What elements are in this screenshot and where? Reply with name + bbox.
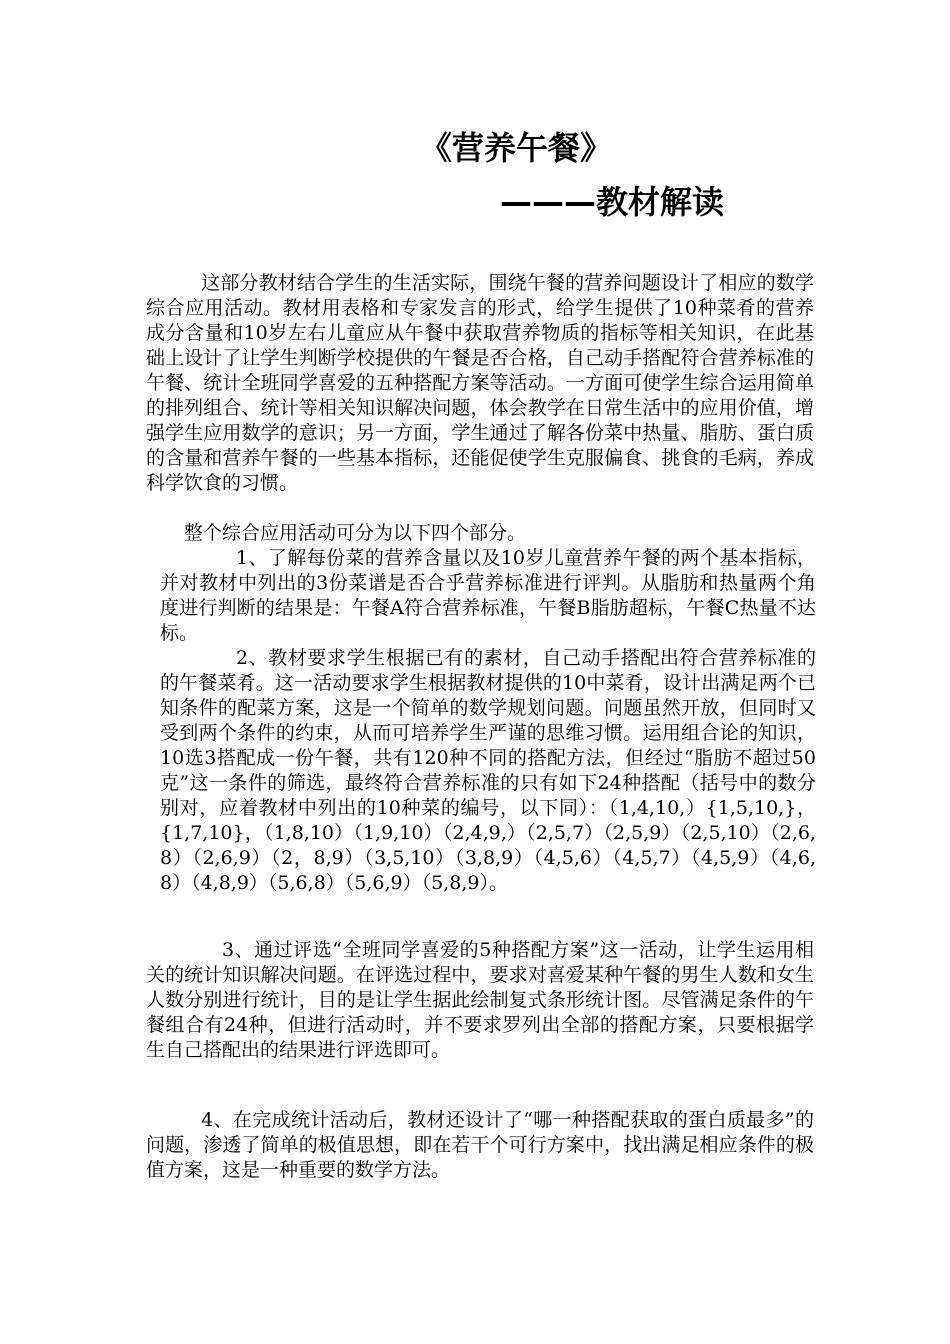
part-3-paragraph: 3、通过评选“全班同学喜爱的5种搭配方案”这一活动，让学生运用相关的统计知识解决问题。在评选过程中，要求对喜爱某种午餐的男生人数和女生人数分别进行统计，目的是让学生据此绘制复式条形统计图。尽管满足条件的午餐组合有24种，但进行活动时，并不要求罗列出全部的搭配方案，只要根据学生自己搭配出的结果进行评选即可。 [146, 939, 814, 1061]
overview-paragraph: 整个综合应用活动可分为以下四个部分。 [184, 522, 527, 544]
part-1-paragraph: 1、了解每份菜的营养含量以及10岁儿童营养午餐的两个基本指标，并对教材中列出的3份菜谱是否合乎营养标准进行评判。从脂肪和热量两个角度进行判断的结果是：午餐A符合营养标准，午餐B脂肪超标，午餐C热量不达标。 [160, 547, 816, 644]
part-2-paragraph: 2、教材要求学生根据已有的素材，自己动手搭配出符合营养标准的的午餐菜肴。这一活动要求学生根据教材提供的10中菜肴，设计出满足两个已知条件的配菜方案，这是一个简单的数学规划问题。问题虽然开放，但同时又受到两个条件的约束，从而可培养学生严谨的思维习惯。运用组合论的知识，10选3搭配成一份午餐，共有120种不同的搭配方法，但经过“脂肪不超过50克”这一条件的筛选，最终符合营养标准的只有如下24种搭配（括号中的数分别对，应着教材中列出的10种菜的编号，以下同）：（1,4,10,）{1,5,10,}，{1,7,10}，（1,8,10）（1,9,10）（2,4,9,）（2,5,7）（2,5,9）（2,5,10）（2,6,8）（2,6,9）（2，8,9）（3,5,10）（3,8,9）（4,5,6）（4,5,7）（4,5,9）（4,6,8）（4,8,9）（5,6,8）（5,6,9）（5,8,9）。 [160, 647, 816, 894]
intro-paragraph: 这部分教材结合学生的生活实际，围绕午餐的营养问题设计了相应的数学综合应用活动。教材用表格和专家发言的形式，给学生提供了10种菜肴的营养成分含量和10岁左右儿童应从午餐中获取营养物质的指标等相关知识，在此基础上设计了让学生判断学校提供的午餐是否合格，自己动手搭配符合营养标准的午餐、统计全班同学喜爱的五种搭配方案等活动。一方面可使学生综合运用简单的排列组合、统计等相关知识解决问题，体会教学在日常生活中的应用价值，增强学生应用数学的意识；另一方面，学生通过了解各份菜中热量、脂肪、蛋白质的含量和营养午餐的一些基本指标，还能促使学生克服偏食、挑食的毛病，养成科学饮食的习惯。 [146, 272, 814, 494]
part-4-paragraph: 4、在完成统计活动后，教材还设计了“哪一种搭配获取的蛋白质最多”的问题，渗透了简单的极值思想，即在若干个可行方案中，找出满足相应条件的极值方案，这是一种重要的数学方法。 [146, 1109, 814, 1181]
document-subtitle: ———教材解读 [500, 183, 725, 221]
document-title: 《营养午餐》 [420, 129, 613, 167]
